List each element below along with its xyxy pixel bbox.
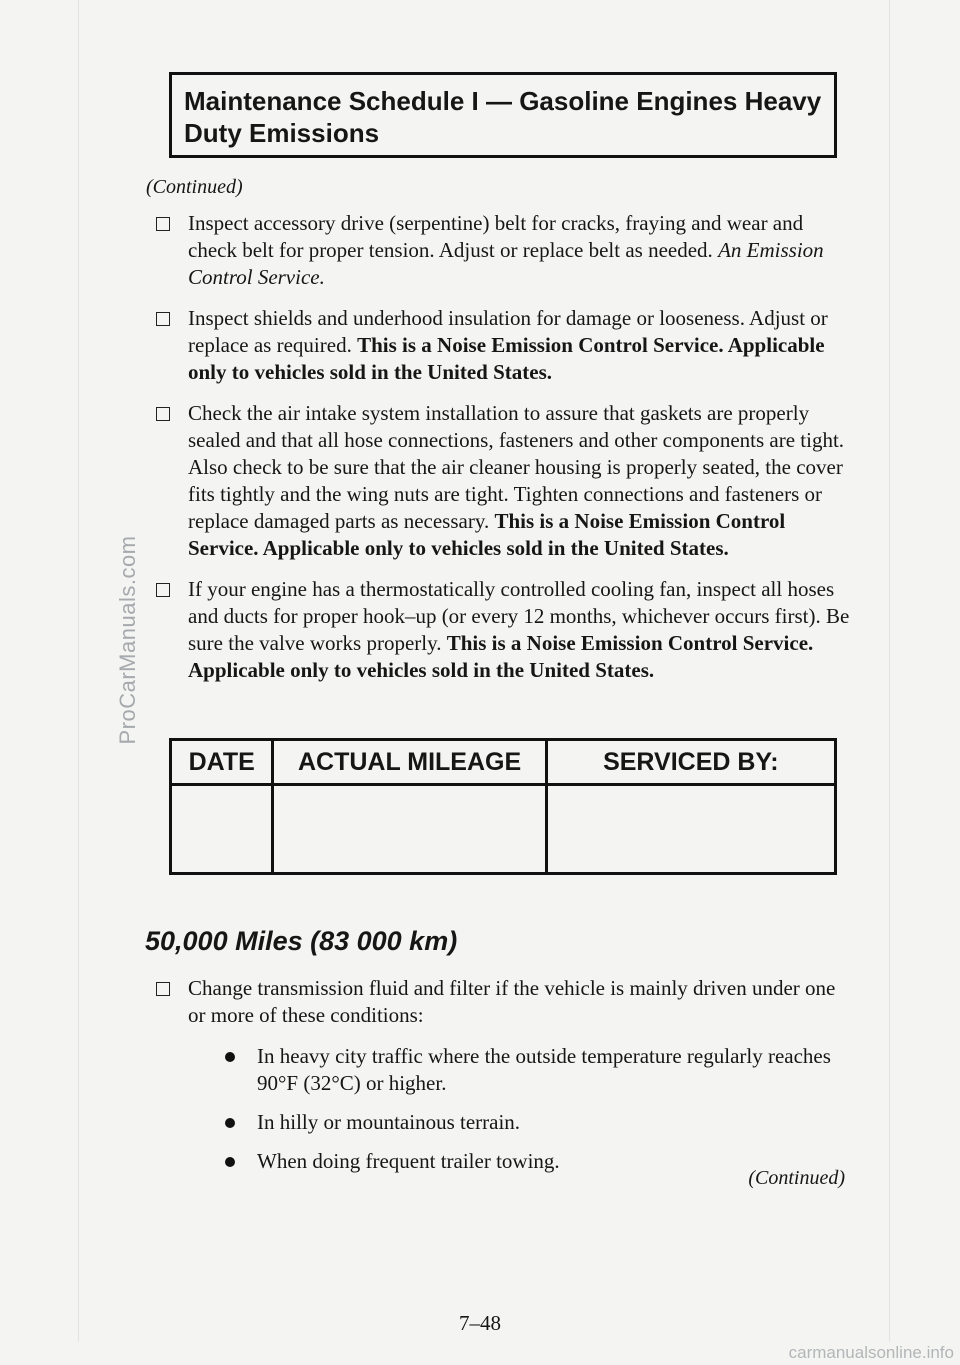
checklist-item — [153, 975, 853, 1029]
table-row — [171, 785, 836, 874]
table-header-row — [171, 740, 836, 785]
checkbox-icon[interactable] — [156, 312, 170, 326]
checkbox-icon[interactable] — [156, 583, 170, 597]
date-cell[interactable] — [171, 785, 273, 874]
item-bold-text: This is a Noise Emission Control Service. Applicable only to vehicles sold in the United States. — [188, 631, 814, 682]
section-title: Maintenance Schedule I — Gasoline Engines Heavy Duty Emissions — [169, 72, 837, 158]
mileage-heading: 50,000 Miles (83 000 km) — [145, 926, 458, 956]
checklist — [153, 210, 853, 698]
bottom-watermark: carmanualsonline.info — [788, 1343, 954, 1362]
header-date: DATE — [171, 740, 273, 785]
checklist-50000 — [153, 975, 853, 1187]
item-bold-text: This is a Noise Emission Control Service. Applicable only to vehicles sold in the United States. — [188, 509, 786, 560]
condition-list — [225, 1043, 853, 1175]
item-bold-text: This is a Noise Emission Control Service. Applicable only to vehicles sold in the United States. — [188, 333, 825, 384]
continued-label-top: (Continued) — [146, 176, 243, 198]
list-item: In hilly or mountainous terrain. — [225, 1109, 853, 1136]
checklist-item — [153, 400, 853, 562]
checkbox-icon[interactable] — [156, 217, 170, 231]
item-text: If your engine has a thermostatically controlled cooling fan, inspect all hoses and ducts for proper hook–up (or every 12 months, whichever occurs first). Be sure the valve works properly. — [188, 577, 850, 655]
bullet-icon — [225, 1052, 235, 1062]
checklist-item — [153, 210, 853, 291]
serviced-by-cell[interactable] — [546, 785, 835, 874]
list-item: When doing frequent trailer towing. — [225, 1148, 853, 1175]
page-number: 7–48 — [459, 1311, 501, 1335]
header-serviced-by: SERVICED BY: — [546, 740, 835, 785]
side-watermark: ProCarManuals.com — [115, 535, 140, 745]
checklist-item — [153, 305, 853, 386]
item-text: Inspect accessory drive (serpentine) belt for cracks, fraying and wear and check belt for proper tension. Adjust or replace belt as needed. — [188, 211, 804, 262]
list-item: In heavy city traffic where the outside temperature regularly reaches 90°F (32°C) or higher. — [225, 1043, 853, 1097]
mileage-cell[interactable] — [273, 785, 546, 874]
checklist-item — [153, 576, 853, 684]
checkbox-icon[interactable] — [156, 982, 170, 996]
bullet-icon — [225, 1118, 235, 1128]
continued-label-bottom: (Continued) — [748, 1167, 845, 1189]
item-text: Inspect shields and underhood insulation for damage or looseness. Adjust or replace as required. — [188, 306, 828, 357]
bullet-icon — [225, 1157, 235, 1167]
item-text: Check the air intake system installation to assure that gaskets are properly sealed and that all hose connections, fasteners and other components are tight. Also check to be sure that the air cleaner housing is properly seated, the cover fits tightly and the wing nuts are tight. Tighten connections and fasteners or replace damaged parts as necessary. — [188, 401, 845, 533]
header-actual-mileage: ACTUAL MILEAGE — [273, 740, 546, 785]
checkbox-icon[interactable] — [156, 407, 170, 421]
service-log-table — [169, 738, 837, 875]
item-italic-text: An Emission Control Service. — [188, 238, 824, 289]
item-text: Change transmission fluid and filter if the vehicle is mainly driven under one or more of these conditions: — [188, 976, 836, 1027]
